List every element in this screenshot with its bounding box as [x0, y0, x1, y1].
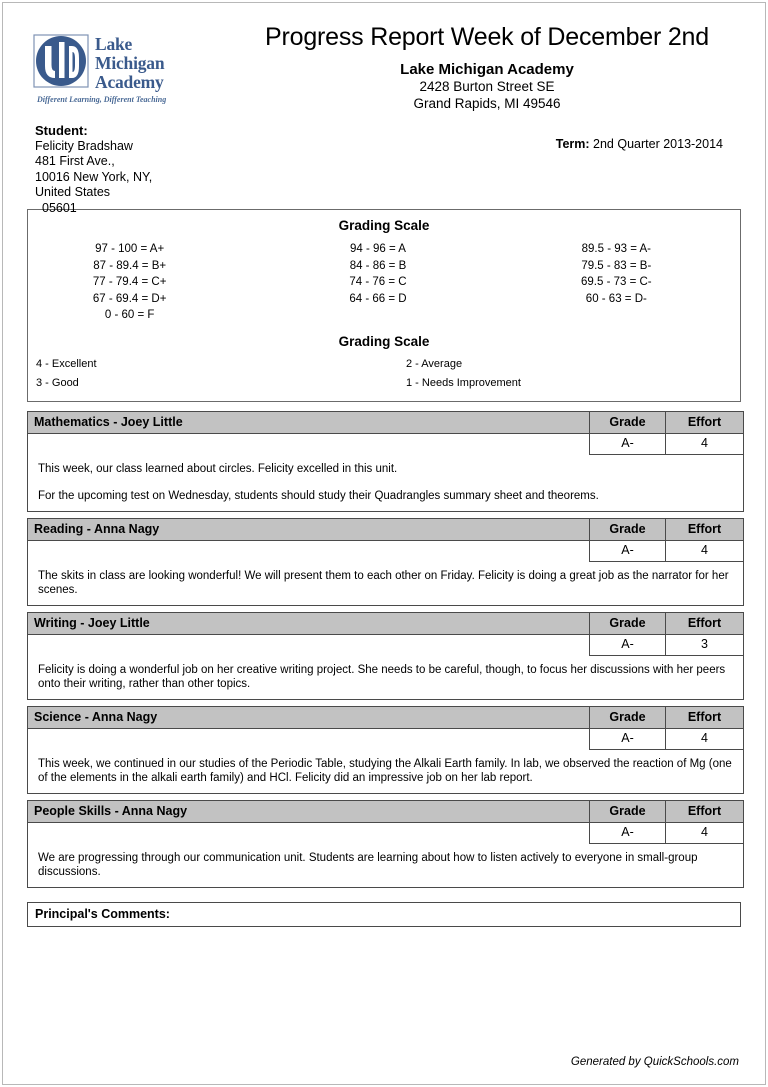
subject-comment-row — [28, 561, 744, 605]
student-address-line2: 10016 New York, NY, — [35, 169, 153, 184]
grade-column-header: Grade — [590, 612, 666, 634]
grading-scale-box — [27, 209, 741, 402]
subject-comment — [28, 561, 744, 605]
student-zip: 05601 — [42, 200, 77, 215]
effort-scale-entry: 4 - Excellent — [36, 357, 97, 370]
subject-section — [27, 518, 741, 606]
subject-value-row — [28, 634, 744, 655]
logo-word-michigan: Michigan — [95, 53, 165, 73]
effort-scale-entry: 1 - Needs Improvement — [406, 376, 521, 389]
logo-wordmark — [95, 35, 183, 92]
subject-section — [27, 612, 741, 700]
comment-paragraph: We are progressing through our communication unit. Students are learning about how to listen actively to everyone in small-group discussions. — [38, 851, 698, 878]
subject-table — [27, 411, 744, 512]
logo-word-academy: Academy — [95, 72, 164, 92]
school-city-state-zip: Grand Rapids, MI 49546 — [413, 96, 561, 111]
effort-scale-entry: 2 - Average — [406, 357, 463, 370]
subject-table — [27, 612, 744, 700]
logo-word-lake: Lake — [95, 34, 133, 54]
subject-heading: Reading - Anna Nagy — [28, 518, 590, 540]
grading-scale-grid — [28, 241, 740, 324]
subject-heading: People Skills - Anna Nagy — [28, 800, 590, 822]
subject-section — [27, 411, 741, 512]
student-name: Felicity Bradshaw — [35, 138, 133, 153]
comment-paragraph: This week, we continued in our studies of the Periodic Table, studying the Alkali Earth family. In lab, we observed the reaction of Mg (one of the elements in the alkali earth family) and HCl. Felicity did an impressive job on her lab report. — [38, 757, 732, 784]
grading-scale-entry: 79.5 - 83 = B- — [581, 259, 652, 272]
grade-column-header: Grade — [590, 800, 666, 822]
grade-value: A- — [590, 634, 666, 655]
effort-value: 3 — [666, 634, 744, 655]
grading-scale-entry: 74 - 76 = C — [349, 276, 407, 288]
subject-header-row — [28, 800, 744, 822]
grading-scale-column-3 — [503, 241, 740, 324]
comment-paragraph: For the upcoming test on Wednesday, students should study their Quadrangles summary sheet and theorems. — [38, 490, 599, 502]
grading-scale-entry: 94 - 96 = A — [350, 243, 406, 255]
subject-table — [27, 518, 744, 606]
subject-value-row — [28, 728, 744, 749]
student-address-line1: 481 First Ave., — [35, 154, 115, 168]
effort-scale-column-2 — [384, 355, 740, 393]
student-info-block — [35, 123, 152, 216]
subject-comment — [28, 655, 744, 699]
effort-value: 4 — [666, 540, 744, 561]
subject-table — [27, 706, 744, 794]
spacer-cell — [28, 728, 590, 749]
subject-heading: Mathematics - Joey Little — [28, 411, 590, 433]
lake-michigan-academy-emblem-icon — [31, 33, 91, 95]
page-title: Progress Report Week of December 2nd — [265, 23, 709, 51]
effort-scale-column-1 — [28, 355, 384, 393]
term-info — [556, 137, 723, 151]
effort-value: 4 — [666, 822, 744, 843]
effort-scale-entry: 3 - Good — [36, 376, 79, 389]
effort-value: 4 — [666, 728, 744, 749]
document-header — [27, 3, 741, 121]
school-logo — [31, 33, 183, 117]
subject-comment-row — [28, 454, 744, 511]
effort-column-header: Effort — [666, 706, 744, 728]
student-term-section — [27, 123, 741, 215]
effort-scale-title: Grading Scale — [338, 333, 430, 349]
subject-comment — [28, 843, 744, 887]
subject-header-row — [28, 518, 744, 540]
logo-tagline: Different Learning, Different Teaching — [37, 95, 167, 104]
grading-scale-title: Grading Scale — [338, 218, 430, 233]
progress-report-page — [2, 2, 766, 1085]
subject-value-row — [28, 433, 744, 454]
spacer-cell — [28, 433, 590, 454]
effort-scale-grid — [28, 355, 740, 393]
subject-comment-row — [28, 749, 744, 793]
grading-scale-entry: 67 - 69.4 = D+ — [92, 292, 167, 305]
subject-value-row — [28, 822, 744, 843]
grade-column-header: Grade — [590, 706, 666, 728]
student-label: Student: — [35, 123, 88, 138]
subject-table — [27, 800, 744, 888]
subject-header-row — [28, 612, 744, 634]
subject-comment-row — [28, 655, 744, 699]
comment-paragraph: The skits in class are looking wonderful! We will present them to each other on Friday. Felicity is doing a great job as the narrator for her scenes. — [38, 569, 729, 596]
effort-column-header: Effort — [666, 612, 744, 634]
grading-scale-column-1 — [28, 241, 265, 324]
grading-scale-entry: 84 - 86 = B — [349, 259, 407, 272]
effort-column-header: Effort — [666, 518, 744, 540]
grading-scale-entry: 87 - 89.4 = B+ — [93, 259, 167, 272]
effort-column-header: Effort — [666, 800, 744, 822]
grading-scale-entry: 0 - 60 = F — [104, 309, 155, 321]
subject-comment-row — [28, 843, 744, 887]
grading-scale-entry: 89.5 - 93 = A- — [581, 243, 651, 255]
spacer-cell — [28, 540, 590, 561]
subject-header-row — [28, 706, 744, 728]
subject-value-row — [28, 540, 744, 561]
subject-heading: Writing - Joey Little — [28, 612, 590, 634]
subject-header-row — [28, 411, 744, 433]
grade-column-header: Grade — [590, 411, 666, 433]
grading-scale-entry: 69.5 - 73 = C- — [581, 276, 652, 288]
spacer-cell — [28, 822, 590, 843]
comment-paragraph: This week, our class learned about circles. Felicity excelled in this unit. — [38, 462, 398, 475]
grade-column-header: Grade — [590, 518, 666, 540]
comment-paragraph: Felicity is doing a wonderful job on her creative writing project. She needs to be careful, though, to focus her discussions with her peers onto their writing, rather than other topics. — [38, 663, 726, 690]
term-label: Term: — [555, 137, 590, 151]
subject-heading: Science - Anna Nagy — [28, 706, 590, 728]
grading-scale-column-2 — [265, 241, 502, 324]
school-street: 2428 Burton Street SE — [419, 79, 555, 94]
school-name: Lake Michigan Academy — [400, 61, 574, 78]
grading-scale-entry: 64 - 66 = D — [349, 292, 407, 305]
subject-section — [27, 800, 741, 888]
subject-section — [27, 706, 741, 794]
grade-value: A- — [590, 728, 666, 749]
student-country: United States — [35, 185, 111, 199]
grading-scale-entry: 60 - 63 = D- — [585, 292, 647, 305]
school-address-block — [207, 61, 767, 112]
term-value: 2nd Quarter 2013-2014 — [593, 137, 723, 151]
grading-scale-entry: 97 - 100 = A+ — [95, 243, 165, 255]
subject-comment — [28, 749, 744, 793]
effort-column-header: Effort — [666, 411, 744, 433]
spacer-cell — [28, 634, 590, 655]
grade-value: A- — [590, 540, 666, 561]
principal-comments-header: Principal's Comments: — [27, 902, 741, 927]
grade-value: A- — [590, 822, 666, 843]
grade-value: A- — [590, 433, 666, 454]
effort-value: 4 — [666, 433, 744, 454]
generated-by-footer: Generated by QuickSchools.com — [570, 1056, 739, 1068]
grading-scale-entry: 77 - 79.4 = C+ — [92, 276, 167, 288]
subject-comment — [28, 454, 744, 511]
